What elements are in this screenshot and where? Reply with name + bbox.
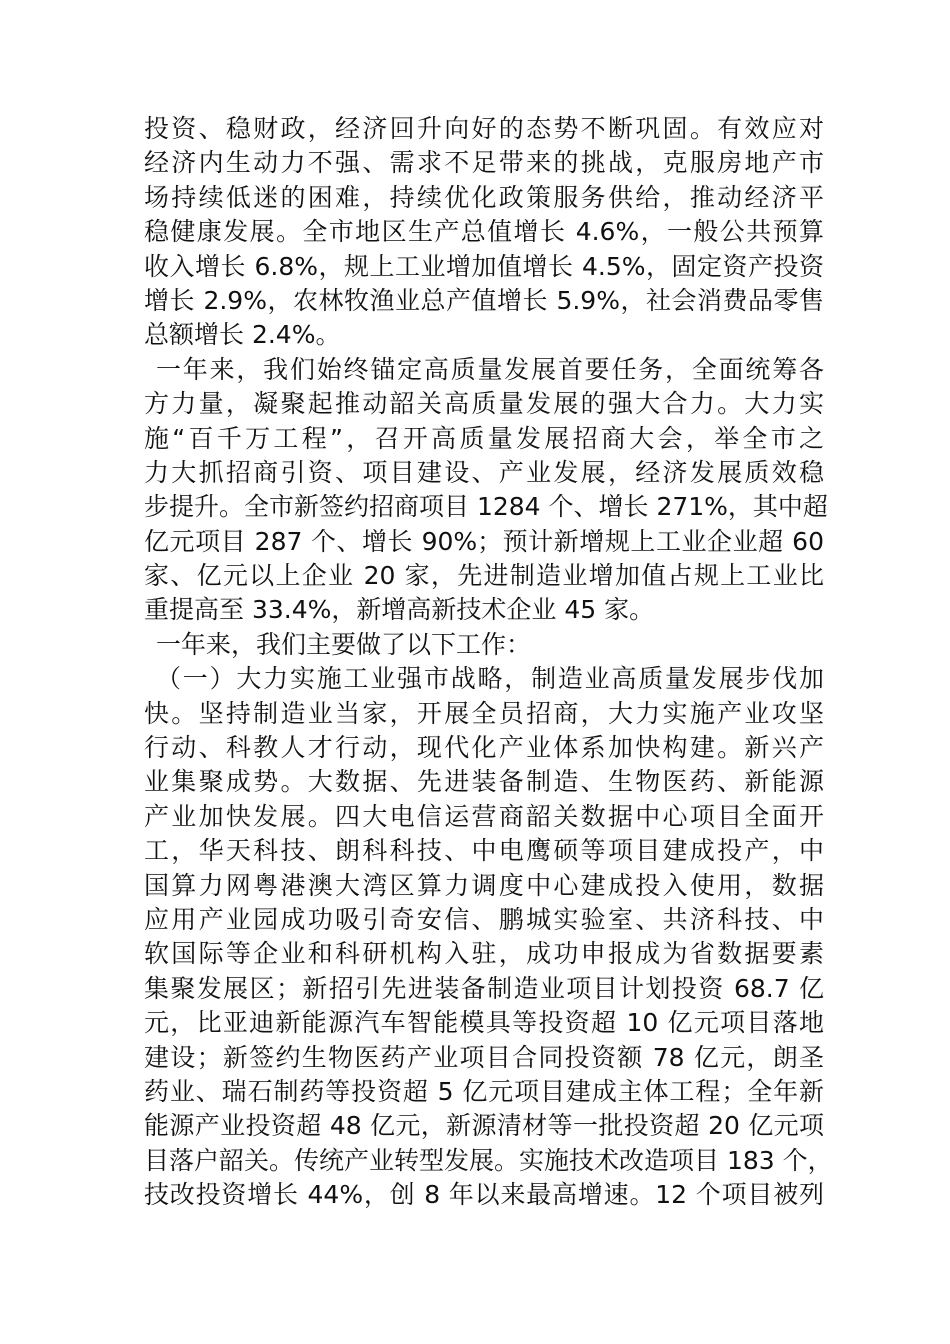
text-line: 施“百千万工程”，召开高质量发展招商大会，举全市之	[144, 423, 824, 453]
text-line: 软国际等企业和科研机构入驻，成功申报成为省数据要素	[144, 939, 824, 969]
text-line: 快。坚持制造业当家，开展全员招商，大力实施产业攻坚	[144, 698, 824, 728]
text-line: 国算力网粤港澳大湾区算力调度中心建成投入使用，数据	[144, 870, 824, 900]
text-line: 家、亿元以上企业 20 家，先进制造业增加值占规上工业比	[144, 561, 824, 591]
text-line: 一年来，我们主要做了以下工作：	[156, 629, 532, 659]
text-line: 亿元项目 287 个、增长 90%；预计新增规上工业企业超 60	[144, 526, 824, 556]
text-line: 方力量，凝聚起推动韶关高质量发展的强大合力。大力实	[144, 389, 824, 419]
text-line: 一年来，我们始终锚定高质量发展首要任务，全面统筹各	[156, 354, 824, 384]
text-line: 产业加快发展。四大电信运营商韶关数据中心项目全面开	[144, 801, 824, 831]
text-line: 力大抓招商引资、项目建设、产业发展，经济发展质效稳	[144, 457, 824, 487]
text-line: 总额增长 2.4%。	[144, 320, 341, 350]
text-line: 投资、稳财政，经济回升向好的态势不断巩固。有效应对	[144, 114, 824, 143]
text-line: 场持续低迷的困难，持续优化政策服务供给，推动经济平	[144, 182, 824, 212]
text-line: 元，比亚迪新能源汽车智能模具等投资超 10 亿元项目落地	[144, 1008, 824, 1038]
text-line: 工，华天科技、朗科科技、中电鹰硕等项目建成投产，中	[144, 836, 824, 866]
text-line: 药业、瑞石制药等投资超 5 亿元项目建成主体工程；全年新	[144, 1076, 824, 1106]
text-line: 业集聚成势。大数据、先进装备制造、生物医药、新能源	[144, 767, 824, 797]
text-line: 重提高至 33.4%，新增高新技术企业 45 家。	[144, 595, 655, 625]
text-line: 技改投资增长 44%，创 8 年以来最高增速。12 个项目被列	[144, 1180, 824, 1210]
text-line: 稳健康发展。全市地区生产总值增长 4.6%，一般公共预算	[144, 217, 824, 247]
text-line: 集聚发展区；新招引先进装备制造业项目计划投资 68.7 亿	[144, 973, 824, 1003]
text-line: 应用产业园成功吸引奇安信、鹏城实验室、共济科技、中	[144, 904, 824, 934]
text-line: 行动、科教人才行动，现代化产业体系加快构建。新兴产	[144, 733, 824, 763]
section-heading-line: （一）大力实施工业强市战略，制造业高质量发展步伐加	[156, 664, 824, 694]
text-line: 建设；新签约生物医药产业项目合同投资额 78 亿元，朗圣	[144, 1042, 824, 1072]
text-line: 经济内生动力不强、需求不足带来的挑战，克服房地产市	[144, 148, 824, 178]
text-line: 能源产业投资超 48 亿元，新源清材等一批投资超 20 亿元项	[144, 1111, 824, 1141]
text-line: 目落户韶关。传统产业转型发展。实施技术改造项目 183 个，	[144, 1145, 833, 1175]
text-line: 步提升。全市新签约招商项目 1284 个、增长 271%，其中超	[144, 492, 828, 522]
document-body	[144, 112, 833, 1213]
text-line: 增长 2.9%，农林牧渔业总产值增长 5.9%，社会消费品零售	[144, 285, 824, 315]
text-line: 收入增长 6.8%，规上工业增加值增长 4.5%，固定资产投资	[144, 251, 824, 281]
